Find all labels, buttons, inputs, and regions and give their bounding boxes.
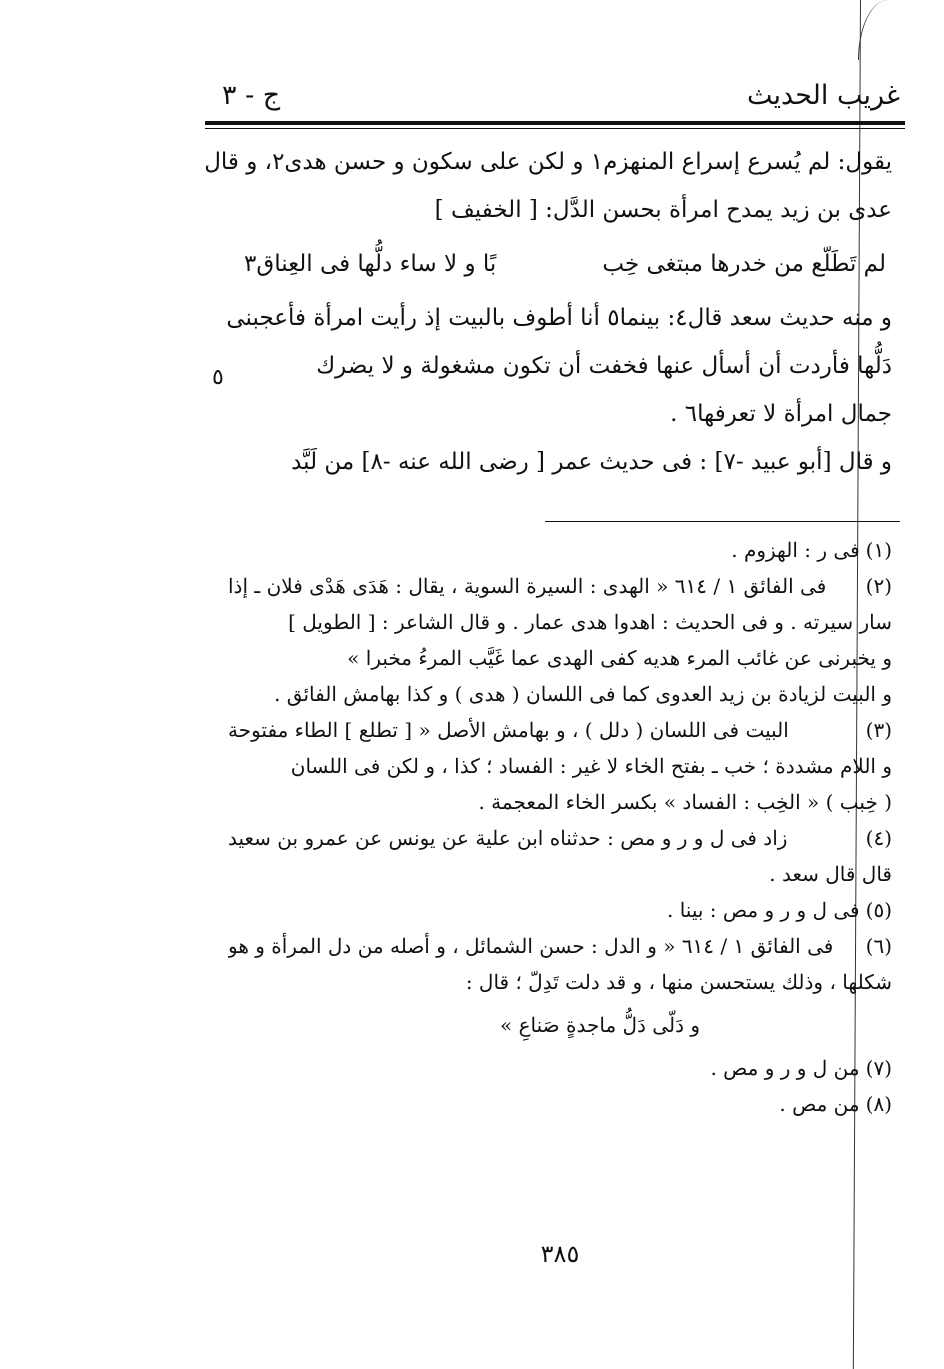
footnote-text: و اللام مشددة ؛ خب ـ بفتح الخاء لا غير : الفساد ؛ كذا ، و لكن فى اللسان <box>290 754 892 778</box>
text-line-2: عدى بن زيد يمدح امرأة بحسن الدَّل: [ الخفيف ] <box>434 196 892 223</box>
footnote-text: فى ر : الهزوم . <box>731 538 860 562</box>
footnote-text: ( خِبب ) « الخِب : الفساد » بكسر الخاء المعجمة . <box>478 790 892 814</box>
footnote-line <box>228 856 892 892</box>
footnote-text: فى الفائق ١ / ٦١٤ « الهدى : السيرة السوية ، يقال : هَدَى هَدْى فلان ـ إذا <box>228 574 827 598</box>
footnote-separator <box>545 521 900 522</box>
footnote-text: فى ل و ر و مص : بينا . <box>666 898 860 922</box>
footnote-text: فى الفائق ١ / ٦١٤ « و الدل : حسن الشمائل ، و أصله من دل المرأة و هو <box>228 934 834 958</box>
page-edge-curve <box>858 0 889 60</box>
footnote-number: (٦) <box>865 934 892 958</box>
footnote-number: (٢) <box>865 574 892 598</box>
footnote-number: (٣) <box>865 718 892 742</box>
footnote-line <box>228 820 892 856</box>
footnote-number: (٧) <box>865 1056 892 1080</box>
text-line-6: جمال امرأة لا تعرفها٦ . <box>670 400 892 427</box>
footnote-text: من ل و ر و مص . <box>710 1056 860 1080</box>
footnote-line <box>228 676 892 712</box>
footnote-text: سار سيرته . و فى الحديث : اهدوا هدى عمار . و قال الشاعر : [ الطويل ] <box>288 610 892 634</box>
footnote-line <box>228 640 892 676</box>
header-rule-thick <box>205 121 905 125</box>
footnote-text: و البيت لزيادة بن زيد العدوى كما فى اللسان ( هدى ) و كذا بهامش الفائق . <box>274 682 892 706</box>
main-text <box>204 138 892 486</box>
text-line-1: يقول: لم يُسرع إسراع المنهزم١ و لكن على سكون و حسن هدى٢، و قال <box>204 148 892 175</box>
book-title: غريب الحديث <box>747 79 900 111</box>
footnote-line <box>228 1050 892 1086</box>
footnote-line <box>228 568 892 604</box>
volume-label: ج - ٣ <box>222 79 281 111</box>
footnote-number: (٨) <box>865 1092 892 1116</box>
page-number: ٣٨٥ <box>540 1240 580 1268</box>
footnote-line <box>228 892 892 928</box>
footnote-text: شكلها ، وذلك يستحسن منها ، و قد دلت تَدِلّ ؛ قال : <box>465 970 892 994</box>
footnote-text: زاد فى ل و ر و مص : حدثناه ابن علية عن يونس عن عمرو بن سعيد <box>228 826 788 850</box>
text-line-7: و قال [أبو عبيد -٧] : فى حديث عمر [ رضى الله عنه -٨] من لَبَّد <box>291 448 892 475</box>
footnote-line <box>228 1086 892 1122</box>
text-line-5: دَلُّها فأردت أن أسأل عنها فخفت أن تكون مشغولة و لا يضرك <box>316 352 892 379</box>
running-header <box>222 70 900 120</box>
footnote-line <box>228 532 892 568</box>
verse-first-hemistich: لم تَطَلّع من خدرها مبتغى خِب <box>602 250 886 277</box>
line-number-marker: ٥ <box>212 365 224 390</box>
footnote-line <box>228 964 892 1000</box>
footnote-text: من مص . <box>779 1092 860 1116</box>
footnote-text: قال قال سعد . <box>769 862 892 886</box>
footnote-number: (١) <box>865 538 892 562</box>
footnote-number: (٤) <box>865 826 892 850</box>
footnote-text: و دَلّى دَلُّ ماجدةٍ صَناعِ » <box>500 1013 700 1037</box>
footnote-line <box>228 748 892 784</box>
verse-second-hemistich: بًا و لا ساء دلُّها فى العِناق٣ <box>244 250 497 277</box>
footnote-line <box>228 604 892 640</box>
footnote-number: (٥) <box>865 898 892 922</box>
footnote-text: و يخبرنى عن غائب المرء هديه كفى الهدى عما غَيَّب المرءُ مخبرا » <box>347 646 892 670</box>
footnote-verse <box>228 1000 892 1050</box>
text-line-4: و منه حديث سعد قال٤: بينما٥ أنا أطوف بالبيت إذ رأيت امرأة فأعجبنى <box>226 304 892 331</box>
footnote-line <box>228 784 892 820</box>
footnotes <box>228 532 892 1122</box>
footnote-line <box>228 928 892 964</box>
verse-line <box>222 234 892 294</box>
header-rule-thin <box>205 128 905 129</box>
footnote-text: البيت فى اللسان ( دلل ) ، و بهامش الأصل « [ تطلع ] الطاء مفتوحة <box>228 718 789 742</box>
footnote-line <box>228 712 892 748</box>
